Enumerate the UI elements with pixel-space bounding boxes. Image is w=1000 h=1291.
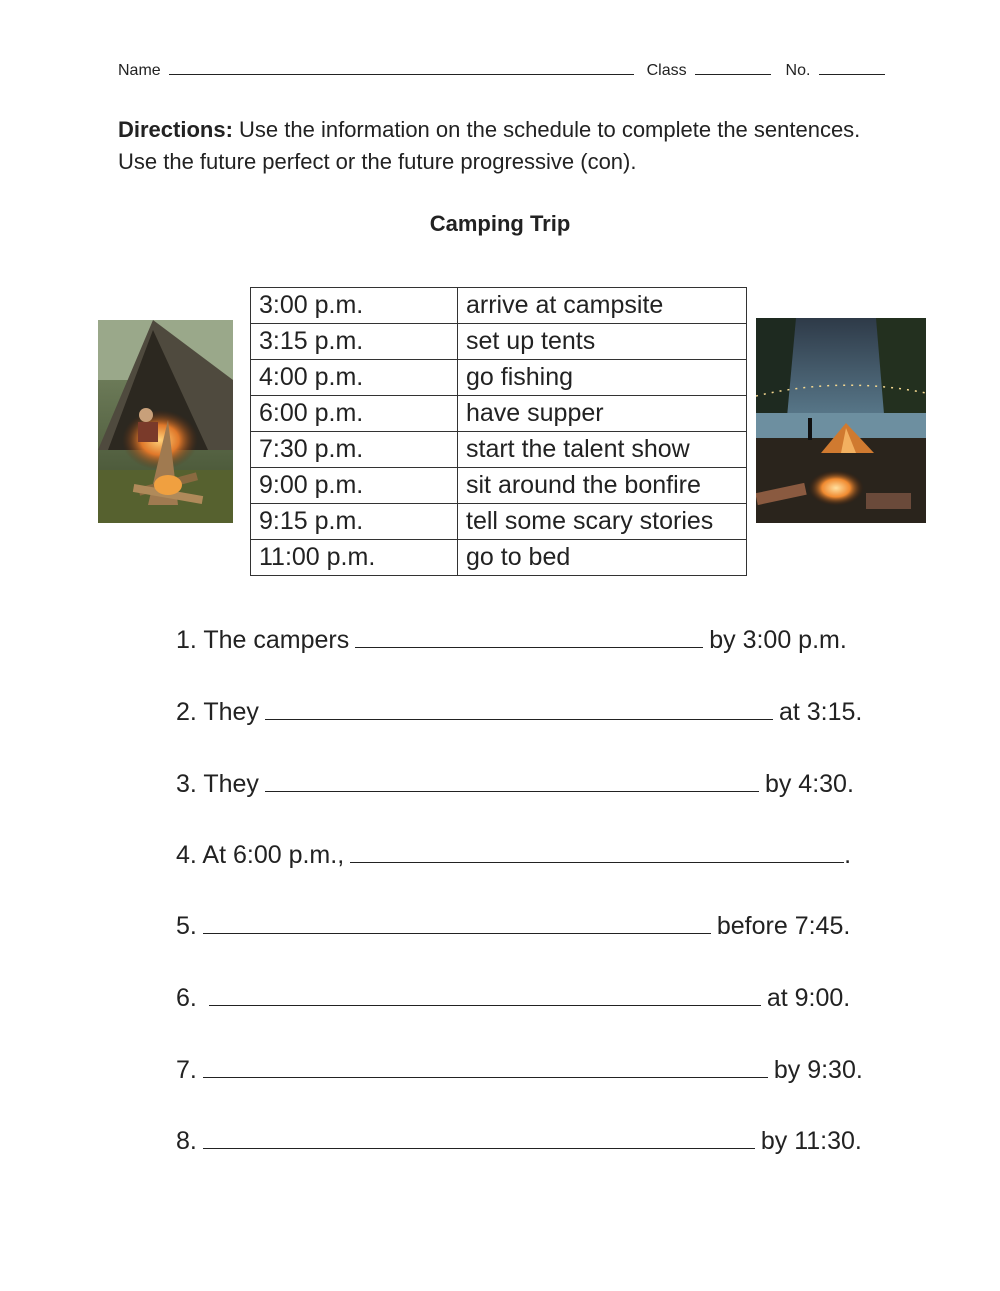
schedule-time: 9:00 p.m. <box>251 468 458 504</box>
question-3 <box>176 770 854 799</box>
question-prefix: 6. <box>176 984 197 1012</box>
schedule-activity: have supper <box>458 396 747 432</box>
schedule-activity: set up tents <box>458 324 747 360</box>
question-1 <box>176 626 847 655</box>
night-campsite-illustration <box>756 318 926 523</box>
question-prefix: 8. <box>176 1127 197 1155</box>
question-prefix: 2. They <box>176 698 259 726</box>
schedule-time: 3:15 p.m. <box>251 324 458 360</box>
schedule-row <box>251 396 747 432</box>
schedule-row <box>251 360 747 396</box>
answer-blank[interactable] <box>209 985 761 1006</box>
page-title: Camping Trip <box>429 211 571 236</box>
question-suffix: . <box>844 841 852 869</box>
schedule-activity: sit around the bonfire <box>458 468 747 504</box>
question-prefix: 5. <box>176 912 197 940</box>
schedule-table <box>250 287 747 576</box>
question-4 <box>176 841 851 870</box>
question-suffix: by 4:30. <box>764 770 854 798</box>
schedule-activity: tell some scary stories <box>458 504 747 540</box>
name-field[interactable] <box>169 60 634 75</box>
question-suffix: at 9:00. <box>766 984 851 1012</box>
directions <box>118 114 898 178</box>
schedule-time: 7:30 p.m. <box>251 432 458 468</box>
night-campsite-photo <box>756 318 926 523</box>
answer-blank[interactable] <box>265 699 773 720</box>
schedule-row <box>251 504 747 540</box>
question-7 <box>176 1056 863 1085</box>
question-6 <box>176 984 850 1013</box>
question-prefix: 7. <box>176 1056 197 1084</box>
schedule-row <box>251 288 747 324</box>
question-suffix: before 7:45. <box>716 912 851 940</box>
question-prefix: 3. They <box>176 770 259 798</box>
question-5 <box>176 912 850 941</box>
schedule-row <box>251 324 747 360</box>
question-prefix: 4. At 6:00 p.m., <box>176 841 345 869</box>
question-suffix: at 3:15. <box>778 698 863 726</box>
question-suffix: by 11:30. <box>760 1127 862 1155</box>
number-field[interactable] <box>819 60 885 75</box>
answer-blank[interactable] <box>203 1128 755 1149</box>
tent-campfire-photo <box>98 320 233 523</box>
answer-blank[interactable] <box>355 627 703 648</box>
name-label: Name <box>118 62 161 79</box>
answer-blank[interactable] <box>350 842 844 863</box>
answer-blank[interactable] <box>203 913 711 934</box>
class-label: Class <box>646 62 687 79</box>
schedule-time: 3:00 p.m. <box>251 288 458 324</box>
question-suffix: by 9:30. <box>773 1056 863 1084</box>
schedule-time: 4:00 p.m. <box>251 360 458 396</box>
directions-label: Directions: <box>118 117 233 142</box>
schedule-body <box>251 288 747 576</box>
class-field[interactable] <box>695 60 771 75</box>
student-info-line <box>118 60 883 80</box>
schedule-activity: start the talent show <box>458 432 747 468</box>
schedule-row <box>251 432 747 468</box>
answer-blank[interactable] <box>203 1057 768 1078</box>
answer-blank[interactable] <box>265 771 759 792</box>
schedule-activity: go to bed <box>458 540 747 576</box>
schedule-activity: arrive at campsite <box>458 288 747 324</box>
question-prefix: 1. The campers <box>176 626 350 654</box>
number-label: No. <box>785 62 811 79</box>
question-suffix: by 3:00 p.m. <box>709 626 847 654</box>
schedule-time: 11:00 p.m. <box>251 540 458 576</box>
schedule-row <box>251 540 747 576</box>
schedule-time: 6:00 p.m. <box>251 396 458 432</box>
schedule-activity: go fishing <box>458 360 747 396</box>
directions-text: Use the information on the schedule to complete the sentences. Use the future perfect or the future progressive (con). <box>118 117 861 174</box>
tent-campfire-illustration <box>98 320 233 523</box>
question-8 <box>176 1127 862 1156</box>
schedule-time: 9:15 p.m. <box>251 504 458 540</box>
question-2 <box>176 698 862 727</box>
schedule-row <box>251 468 747 504</box>
